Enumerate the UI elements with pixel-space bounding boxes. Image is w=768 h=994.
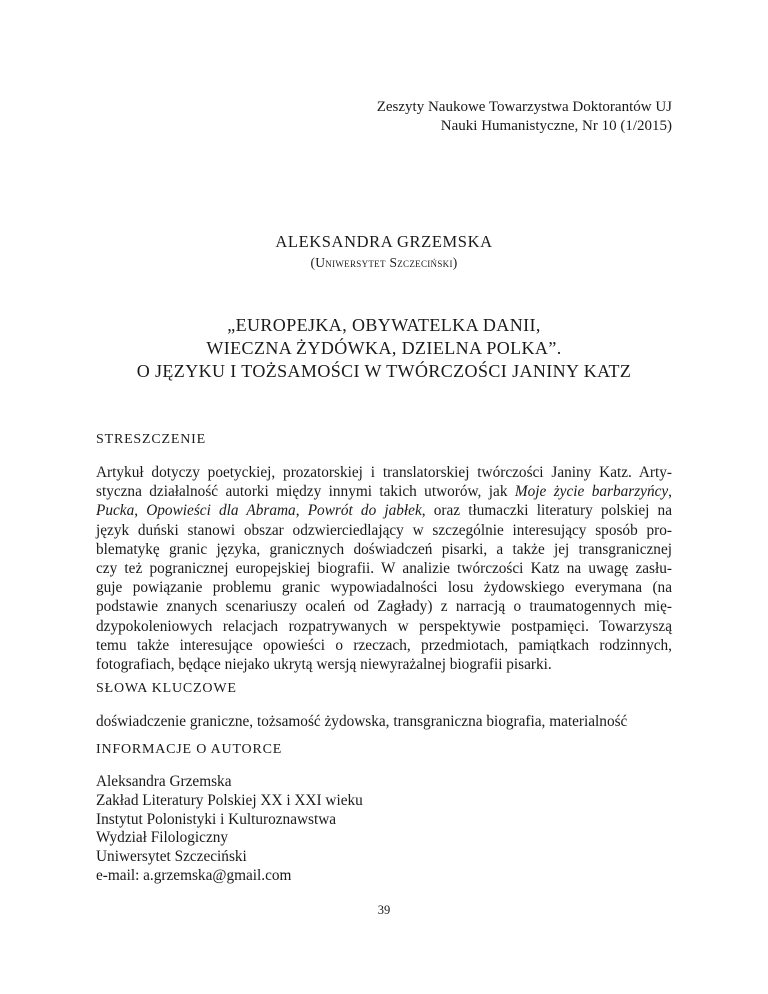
author-affiliation: (Uniwersytet Szczeciński) [310,255,458,270]
title-line-1: „EUROPEJKA, OBYWATELKA DANII, [227,315,541,335]
abstract-line-3: Pucka, Opowieści dla Abrama, Powrót do jabłek, oraz tłumaczki literatury polskiej na [96,502,672,520]
title-pucka: Pucka [96,502,135,520]
abstract-line-7: guje powiązanie problemu granic wypowiadalności losu żydowskiego everymana (na [96,579,672,597]
title-line-2: WIECZNA ŻYDÓWKA, DZIELNA POLKA”. [206,338,562,358]
abstract-line-11: fotografiach, będące niejako ukrytą wersją niewyrażalnej biografii pisarki. [96,655,552,673]
article-title [0,314,768,383]
abstract-line-6: czy też pogranicznej europejskiej biografii. W analizie twórczości Katz na uwagę zasłu- [96,559,672,577]
author-info-heading: INFORMACJE O AUTORCE [96,742,283,757]
title-moje-zycie: Moje życie barbarzyńcy [514,483,669,501]
abstract-line-2: styczna działalność autorki między innymi takich utworów, jak Moje życie barbarzyńcy, [96,483,672,501]
keywords-heading: SŁOWA KLUCZOWE [96,681,237,696]
journal-name: Zeszyty Naukowe Towarzystwa Doktorantów UJ [376,99,672,115]
abstract-line-1: Artykuł dotyczy poetyckiej, prozatorskiej i translatorskiej twórczości Janiny Katz. Arty- [96,464,672,481]
journal-issue: Nauki Humanistyczne, Nr 10 (1/2015) [440,118,672,134]
keywords-text: doświadczenie graniczne, tożsamość żydowska, transgraniczna biografia, materialność [96,713,628,730]
info-name: Aleksandra Grzemska [96,773,232,790]
title-line-3: O JĘZYKU I TOŻSAMOŚCI W TWÓRCZOŚCI JANINY KATZ [136,361,632,381]
abstract-line-4: język duński stanowi obszar odzwierciedlający w szczególnie interesujący sposób pro- [96,521,672,539]
abstract-text [96,463,672,674]
info-email: e-mail: a.grzemska@gmail.com [96,866,292,884]
abstract-line-10: temu także interesujące opowieści o rzeczach, przedmiotach, pamiątkach rodzinnych, [96,636,672,654]
info-department: Zakład Literatury Polskiej XX i XXI wieku [96,791,363,809]
info-institute: Instytut Polonistyki i Kulturoznawstwa [96,810,337,828]
abstract-heading: STRESZCZENIE [96,432,206,447]
abstract-line-9: dzypokoleniowych relacjach rozpatrywanych w perspektywie postpamięci. Towarzyszą [96,617,672,635]
abstract-line-5: blematykę granic języka, granicznych doświadczeń pisarki, a także jej transgranicznej [96,540,672,558]
info-university: Uniwersytet Szczeciński [96,848,247,866]
author-name: ALEKSANDRA GRZEMSKA [275,232,493,251]
title-powrot: Powrót do jabłek [307,502,422,520]
abstract-line-8: podstawie znanych scenariuszy ocaleń od Zagłady) z narracją o traumatogennych mię- [96,598,672,616]
journal-header [377,98,672,136]
title-opowiesci: Opowieści dla Abrama [146,502,296,520]
info-faculty: Wydział Filologiczny [96,829,229,847]
page-number: 39 [377,903,391,917]
author-info [96,773,363,886]
